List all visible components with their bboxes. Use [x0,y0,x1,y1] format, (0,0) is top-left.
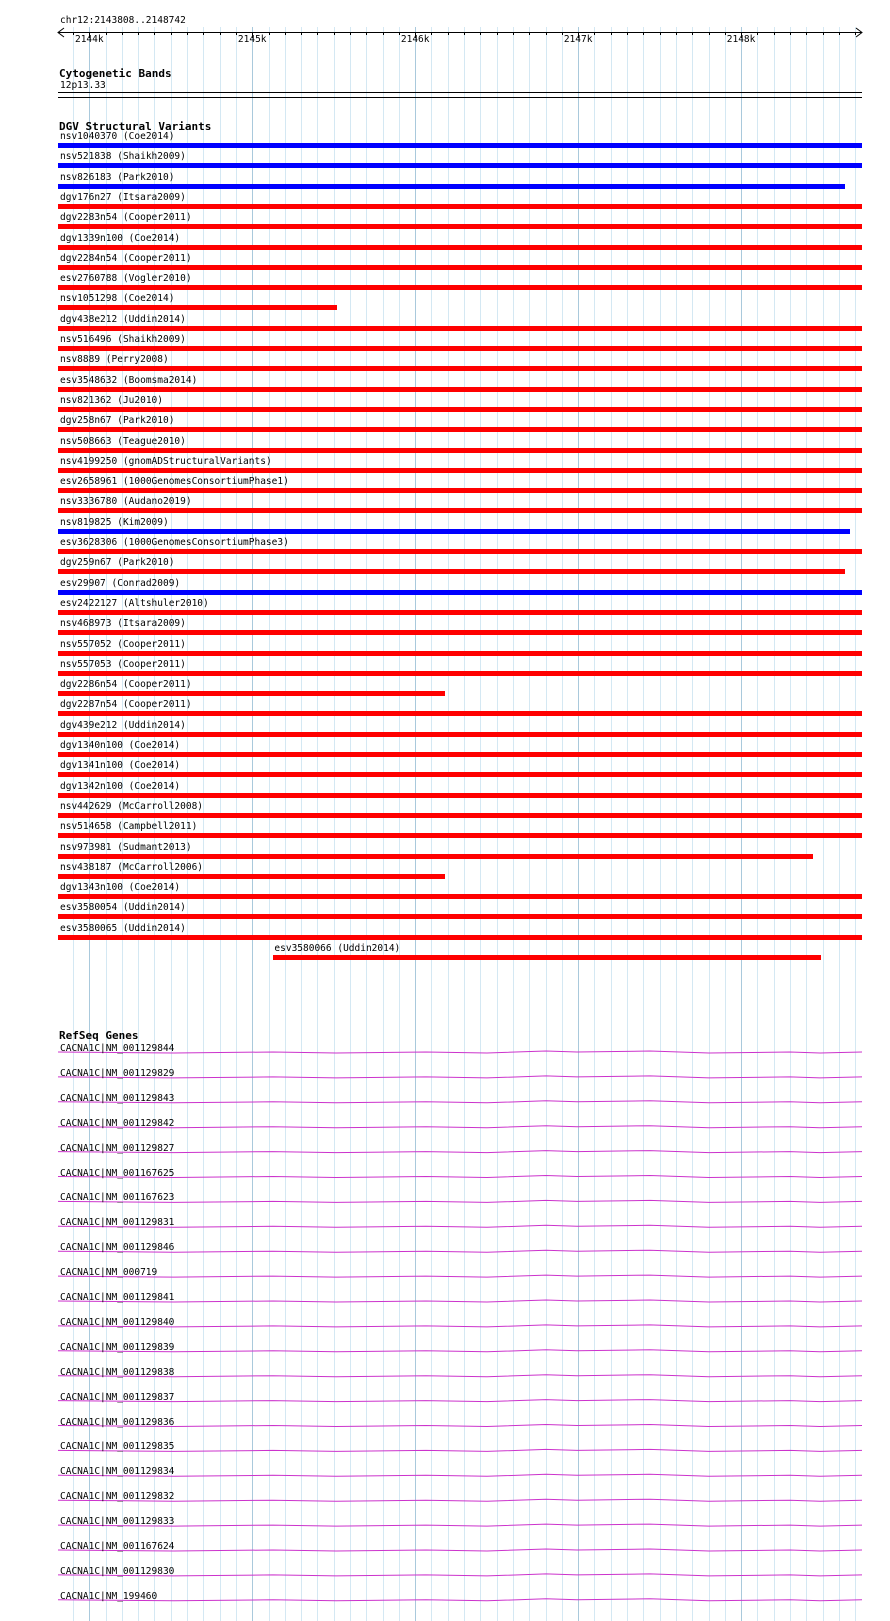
variant-study: Uddin2014 [128,313,181,325]
paren-close: ) [185,212,192,224]
variant-id: nsv442629 [60,800,112,812]
variant-study: Perry2008 [111,354,163,366]
refseq-gene-row[interactable] [0,1043,890,1064]
variant-id: dgv1342n100 [60,780,123,792]
paren-open: ( [117,922,129,934]
variant-study: Teague2010 [122,435,181,447]
paren-open: ( [111,435,123,447]
variant-study: Cooper2011 [122,638,181,650]
refseq-gene-label: CACNA1C|NM_001129831 [60,1217,175,1229]
paren-open: ( [111,638,123,650]
paren-close: ) [203,597,209,609]
refseq-gene-row[interactable] [0,1143,890,1164]
variant-id: nsv438187 [60,861,112,873]
variant-id: esv3580065 [60,922,118,934]
refseq-gene-label: CACNA1C|NM_001129829 [60,1067,175,1079]
refseq-gene-row[interactable] [0,1566,890,1587]
paren-open: ( [111,618,123,630]
variant-id: nsv821362 [60,394,112,406]
variant-id: dgv1341n100 [60,760,123,772]
refseq-gene-row[interactable] [0,1466,890,1487]
paren-close: ) [168,293,175,305]
refseq-gene-label: CACNA1C|NM_001129841 [60,1292,175,1303]
variant-study: Cooper2011 [128,699,186,711]
paren-close: ) [162,516,169,528]
refseq-gene-row[interactable] [0,1292,890,1313]
variant-id: nsv4199250 [60,455,118,467]
paren-open: ( [117,273,129,285]
variant-id: nsv516496 [60,334,112,345]
paren-close: ) [185,496,192,508]
variant-id: nsv3336780 [60,496,118,508]
paren-open: ( [111,334,123,345]
paren-open: ( [105,577,118,589]
variant-id: esv3580054 [60,902,118,914]
paren-open: ( [111,516,123,528]
paren-close: ) [180,719,186,731]
paren-close: ) [185,679,192,691]
refseq-gene-row[interactable] [0,1516,890,1537]
paren-close: ) [283,476,289,488]
variant-study: Audano2019 [128,496,186,508]
refseq-gene-label: CACNA1C|NM_001129843 [60,1092,175,1104]
paren-close: ) [174,577,181,589]
variant-study: Campbell2011 [122,821,192,833]
refseq-gene-label: CACNA1C|NM_001167625 [60,1167,175,1179]
paren-close: ) [185,273,192,285]
variant-study: Uddin2014 [128,719,181,731]
variant-id: dgv176n27 [60,191,112,203]
variant-study: Vogler2010 [128,273,186,285]
paren-open: ( [117,313,129,325]
variant-study: Cooper2011 [128,679,186,691]
variant-id: dgv438e212 [60,313,118,325]
refseq-gene-label: CACNA1C|NM_001129840 [60,1316,175,1328]
paren-open: ( [117,699,129,711]
paren-open: ( [117,212,129,224]
variant-study: 1000GenomesConsortiumPhase3 [128,537,284,548]
paren-open: ( [111,821,123,833]
paren-open: ( [111,557,123,569]
variant-study: Coe2014 [134,232,175,244]
paren-open: ( [117,252,129,264]
paren-close: ) [180,922,186,934]
variant-study: Coe2014 [134,882,175,894]
paren-close: ) [168,415,175,427]
variant-id: esv2760788 [60,273,118,285]
paren-close: ) [180,435,186,447]
paren-open: ( [331,943,344,954]
refseq-gene-label: CACNA1C|NM_001129846 [60,1242,175,1254]
paren-open: ( [111,800,123,812]
cytoband-track-title: Cytogenetic Bands [59,67,172,80]
paren-close: ) [174,882,181,894]
variant-id: dgv1343n100 [60,882,123,894]
variant-id: nsv508663 [60,435,112,447]
refseq-gene-label: CACNA1C|NM_199460 [60,1590,158,1602]
refseq-gene-row[interactable] [0,1367,890,1388]
variant-id: dgv439e212 [60,719,118,731]
variant-id: esv3580066 [274,943,332,954]
paren-open: ( [122,232,135,244]
refseq-gene-label: CACNA1C|NM_001129837 [60,1391,175,1403]
variant-study: Park2010 [122,557,169,569]
refseq-gene-label: CACNA1C|NM_001129844 [60,1043,175,1054]
paren-close: ) [180,902,186,914]
refseq-gene-label: CACNA1C|NM_001129833 [60,1516,175,1528]
variant-id: dgv2283n54 [60,212,118,224]
paren-close: ) [180,658,186,670]
paren-close: ) [174,780,181,792]
paren-open: ( [111,191,123,203]
paren-open: ( [111,151,123,163]
refseq-gene-row[interactable] [0,1267,890,1288]
paren-close: ) [174,232,181,244]
variant-study: gnomADStructuralVariants [128,455,266,467]
paren-close: ) [168,131,175,142]
variant-id: nsv819825 [60,516,112,528]
paren-open: ( [111,171,123,183]
variant-id: dgv1340n100 [60,740,123,751]
refseq-gene-label: CACNA1C|NM_001129832 [60,1491,175,1503]
refseq-gene-row[interactable] [0,1441,890,1462]
variant-id: dgv2284n54 [60,252,118,264]
refseq-gene-label: CACNA1C|NM_001167624 [60,1541,175,1552]
refseq-gene-label: CACNA1C|NM_001129827 [60,1142,175,1154]
paren-open: ( [117,293,129,305]
paren-open: ( [111,415,123,427]
paren-open: ( [117,496,129,508]
refseq-gene-row[interactable] [0,1192,890,1213]
variant-id: dgv258n67 [60,415,112,427]
refseq-gene-row[interactable] [0,1217,890,1238]
variant-id: nsv514658 [60,821,112,833]
variant-study: Cooper2011 [122,658,181,670]
refseq-gene-label: CACNA1C|NM_001129839 [60,1341,175,1353]
paren-open: ( [117,476,129,488]
variant-id: esv2422127 [60,597,118,609]
paren-open: ( [122,780,135,792]
variant-study: Coe2014 [128,293,169,305]
cytoband-label[interactable]: 12p13.33 [60,80,106,91]
paren-open: ( [117,131,129,142]
refseq-gene-row[interactable] [0,1392,890,1413]
refseq-gene-label: CACNA1C|NM_001129836 [60,1416,175,1428]
variant-study: Coe2014 [134,780,175,792]
variant-study: McCarroll2008 [122,800,198,812]
paren-open: ( [111,841,123,853]
variant-id: nsv557052 [60,638,112,650]
variant-id: esv3628306 [60,537,118,548]
refseq-gene-label: CACNA1C|NM_001129834 [60,1466,175,1478]
paren-open: ( [117,679,129,691]
ruler-tick-label: 2144k [74,34,104,45]
refseq-gene-label: CACNA1C|NM_001129830 [60,1565,175,1577]
paren-close: ) [180,191,186,203]
variant-id: nsv826183 [60,171,112,183]
variant-study: Boomsma2014 [128,374,192,386]
paren-close: ) [180,151,186,163]
variant-study: Itsara2009 [122,191,181,203]
paren-close: ) [197,800,204,812]
paren-close: ) [168,171,175,183]
paren-close: ) [197,861,204,873]
refseq-gene-label: CACNA1C|NM_001129842 [60,1117,175,1129]
ruler-tick-label: 2148k [726,34,756,45]
variant-study: McCarroll2006 [122,861,198,873]
refseq-gene-row[interactable] [0,1342,890,1363]
paren-open: ( [122,760,135,772]
refseq-gene-label: CACNA1C|NM_001129835 [60,1441,175,1453]
refseq-gene-row[interactable] [0,1068,890,1089]
variant-study: Coe2014 [134,740,175,751]
refseq-gene-row[interactable] [0,1491,890,1512]
paren-open: ( [117,719,129,731]
paren-close: ) [394,943,401,954]
paren-close: ) [168,557,175,569]
paren-close: ) [174,760,181,772]
variant-study: Ju2010 [122,394,158,406]
location-label: chr12:2143808..2148742 [60,15,186,26]
variant-id: esv3548632 [60,374,118,386]
variant-study: Cooper2011 [128,252,186,264]
paren-close: ) [180,638,186,650]
variant-study: Coe2014 [128,131,169,142]
refseq-gene-row[interactable] [0,1317,890,1338]
ruler-tick-label: 2145k [237,34,267,45]
refseq-gene-row[interactable] [0,1591,890,1612]
variant-study: Shaikh2009 [122,151,181,163]
paren-open: ( [111,658,123,670]
variant-study: Kim2009 [122,516,163,528]
refseq-gene-row[interactable] [0,1417,890,1438]
paren-open: ( [111,394,123,406]
refseq-gene-row[interactable] [0,1168,890,1189]
ruler-tick-label: 2147k [563,34,593,45]
variant-study: Park2010 [122,415,169,427]
refseq-gene-label: CACNA1C|NM_001167623 [60,1192,175,1204]
refseq-gene-row[interactable] [0,1242,890,1263]
refseq-gene-row[interactable] [0,1118,890,1139]
variant-study: Coe2014 [134,760,175,772]
variant-study: Cooper2011 [128,212,186,224]
dgv-track-title: DGV Structural Variants [59,120,212,133]
refseq-gene-row[interactable] [0,1093,890,1114]
variant-id: nsv1040370 [60,131,118,142]
variant-id: nsv521838 [60,151,112,163]
paren-close: ) [265,455,272,467]
variant-study: Uddin2014 [128,922,181,934]
paren-open: ( [117,597,129,609]
variant-id: dgv259n67 [60,557,112,569]
refseq-gene-label: CACNA1C|NM_000719 [60,1267,158,1279]
variant-id: dgv1339n100 [60,232,123,244]
variant-id: dgv2287n54 [60,699,118,711]
variant-study: Sudmant2013 [122,841,186,853]
paren-close: ) [185,252,192,264]
refseq-gene-label: CACNA1C|NM_001129838 [60,1366,175,1378]
variant-id: dgv2286n54 [60,679,118,691]
ruler-tick-label: 2146k [400,34,430,45]
variant-study: Shaikh2009 [122,334,181,345]
paren-close: ) [162,354,169,366]
paren-open: ( [122,740,135,751]
variant-id: nsv468973 [60,618,112,630]
refseq-gene-row[interactable] [0,1541,890,1562]
paren-close: ) [180,313,186,325]
paren-close: ) [283,537,289,548]
paren-open: ( [100,354,112,366]
variant-id: esv29907 [60,577,106,589]
variant-id: nsv8889 [60,354,101,366]
refseq-track-title: RefSeq Genes [59,1029,139,1042]
paren-open: ( [122,882,135,894]
variant-study: Altshuler2010 [128,597,204,609]
paren-close: ) [191,821,198,833]
variant-study: Park2010 [122,171,169,183]
paren-close: ) [174,740,181,751]
variant-study: Itsara2009 [122,618,181,630]
paren-open: ( [117,902,129,914]
paren-close: ) [185,841,192,853]
variant-study: Uddin2014 [343,943,395,954]
paren-close: ) [191,374,198,386]
variant-id: nsv973981 [60,841,112,853]
paren-open: ( [117,455,129,467]
paren-open: ( [117,374,129,386]
paren-close: ) [185,699,192,711]
variant-study: 1000GenomesConsortiumPhase1 [128,476,284,488]
variant-study: Conrad2009 [117,577,175,589]
paren-open: ( [117,537,129,548]
paren-open: ( [111,861,123,873]
paren-close: ) [157,394,163,406]
variant-id: nsv557053 [60,658,112,670]
variant-id: nsv1051298 [60,293,118,305]
variant-id: esv2658961 [60,476,118,488]
paren-close: ) [180,334,186,345]
variant-study: Uddin2014 [128,902,181,914]
paren-close: ) [180,618,186,630]
